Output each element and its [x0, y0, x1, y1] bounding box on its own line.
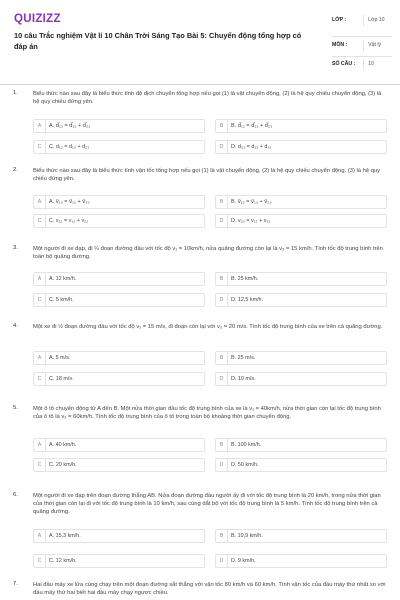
option-text: A. 12 km/h. [49, 276, 77, 282]
option-text: C. 12 km/h. [49, 558, 77, 564]
option-letter: D [216, 215, 228, 227]
question-number: 1. [13, 90, 18, 96]
option-b[interactable] [215, 438, 387, 452]
option-letter: A [34, 196, 46, 208]
class-label: LỚP : [332, 17, 347, 23]
subject-label: MÔN : [332, 42, 348, 48]
option-a[interactable] [33, 195, 205, 209]
option-text: C. v₁₂ = v₁₃ + v₂₃ [49, 218, 89, 224]
meta-table [332, 15, 392, 72]
option-letter: C [34, 373, 46, 385]
option-letter: A [34, 530, 46, 542]
option-letter: B [216, 352, 228, 364]
meta-subject-row [332, 37, 392, 57]
option-d[interactable] [215, 458, 387, 472]
option-letter: A [34, 273, 46, 285]
option-c[interactable] [33, 293, 205, 307]
option-d[interactable] [215, 372, 387, 386]
option-text: B. v⃗₁₂ = v⃗₁₃ + v⃗₂₃ [231, 199, 272, 205]
option-letter: B [216, 439, 228, 451]
option-a[interactable] [33, 438, 205, 452]
option-letter: D [216, 555, 228, 567]
option-letter: D [216, 459, 228, 471]
option-d[interactable] [215, 140, 387, 154]
option-letter: D [216, 373, 228, 385]
option-text: A. 15,3 km/h. [49, 533, 81, 539]
quizizz-logo: QUIZIZZ [14, 13, 61, 25]
worksheet-title: 10 câu Trắc nghiệm Vật lí 10 Chân Trời Sáng Tạo Bài 5: Chuyển động tổng hợp có đáp án [14, 31, 302, 51]
option-text: B. 25 m/s. [231, 355, 256, 361]
option-c[interactable] [33, 458, 205, 472]
option-letter: C [34, 459, 46, 471]
question-count-label: SỐ CÂU : [332, 61, 356, 67]
option-b[interactable] [215, 272, 387, 286]
option-text: C. 20 km/h. [49, 462, 77, 468]
option-text: B. d⃗₁₂ = d⃗₁₃ + d⃗₂₃ [231, 123, 273, 129]
meta-class-row [332, 15, 392, 37]
meta-count-row [332, 57, 392, 72]
option-a[interactable] [33, 272, 205, 286]
option-letter: A [34, 439, 46, 451]
option-letter: A [34, 352, 46, 364]
option-d[interactable] [215, 293, 387, 307]
option-letter: B [216, 120, 228, 132]
option-text: B. 100 km/h. [231, 442, 262, 448]
option-d[interactable] [215, 214, 387, 228]
option-c[interactable] [33, 372, 205, 386]
option-letter: D [216, 294, 228, 306]
option-b[interactable] [215, 529, 387, 543]
option-text: D. v₂₃ = v₁₂ + v₁₃ [231, 218, 271, 224]
option-letter: C [34, 215, 46, 227]
subject-value: Vật lý [363, 40, 392, 51]
question-number: 7. [13, 581, 18, 587]
option-c[interactable] [33, 214, 205, 228]
option-text: C. d₁₂ = d₁₃ + d₂₃ [49, 144, 90, 150]
question-number: 5. [13, 405, 18, 411]
option-a[interactable] [33, 529, 205, 543]
option-letter: B [216, 530, 228, 542]
class-value: Lớp 10 [363, 15, 392, 26]
question-text: Biểu thức nào sau đây là biểu thức tính độ dịch chuyển tổng hợp nếu gọi (1) là vật chuyển động, (2) là hệ quy chiếu chuyển động, (3) là hệ quy chiếu đứng yên. [33, 91, 382, 105]
question-number: 4. [13, 323, 18, 329]
option-text: A. v⃗₁₃ = v⃗₁₂ + v⃗₂₃ [49, 199, 90, 205]
option-text: A. 40 km/h. [49, 442, 77, 448]
question-text: Biểu thức nào sau đây là biểu thức tính vận tốc tổng hợp nếu gọi (1) là vật chuyển động, (2) là hệ quy chiếu chuyển động, (3) là hệ quy chiếu đứng yên. [33, 168, 381, 182]
option-letter: C [34, 555, 46, 567]
option-letter: C [34, 141, 46, 153]
question-number: 3. [13, 245, 18, 251]
option-text: C. 5 km/h. [49, 297, 74, 303]
option-text: C. 18 m/s. [49, 376, 74, 382]
option-text: D. 9 km/h. [231, 558, 256, 564]
option-text: D. 50 km/h. [231, 462, 259, 468]
option-text: B. 25 km/h. [231, 276, 259, 282]
option-text: D. 12,5 km/h. [231, 297, 264, 303]
option-text: D. d₂₃ = d₁₂ + d₁₃ [231, 144, 272, 150]
question-number: 6. [13, 492, 18, 498]
option-a[interactable] [33, 351, 205, 365]
option-text: A. d⃗₁₃ = d⃗₁₂ + d⃗₂₃ [49, 123, 91, 129]
option-letter: C [34, 294, 46, 306]
option-letter: D [216, 141, 228, 153]
option-letter: B [216, 196, 228, 208]
option-b[interactable] [215, 351, 387, 365]
option-a[interactable] [33, 119, 205, 133]
question-text: Một người đi xe đạp trên đoạn đường thẳng AB. Nửa đoạn đường đầu người ấy đi với tốc độ trung bình là 20 km/h, trong nửa thời gian của thời gian còn lại đi với tốc độ trung bình là 10 km/h, sau cùng dắt bộ với tốc độ trung bình là 5 km/h. Tính tốc độ trung bình trên cả quãng đường. [33, 493, 381, 515]
option-text: B. 10,9 km/h. [231, 533, 263, 539]
option-d[interactable] [215, 554, 387, 568]
option-b[interactable] [215, 195, 387, 209]
option-text: A. 5 m/s. [49, 355, 71, 361]
option-letter: B [216, 273, 228, 285]
option-text: D. 10 m/s. [231, 376, 256, 382]
question-text: Hai đầu máy xe lửa cùng chạy trên một đoạn đường sắt thẳng với vận tốc 80 km/h và 60 km/h. Tính vận tốc của đầu máy thứ nhất so với đầu máy thứ hai biết hai đầu máy chạy ngược chiều. [33, 582, 386, 596]
option-c[interactable] [33, 554, 205, 568]
question-text: Một người đi xe đạp, đi ¼ đoạn đường đầu với tốc độ v₁ = 10km/h, nửa quãng đường còn lại là v₂ = 15 km/h. Tính tốc độ trung bình trên toàn bộ quãng đường. [33, 246, 383, 260]
question-number: 2. [13, 167, 18, 173]
option-b[interactable] [215, 119, 387, 133]
question-text: Một ô tô chuyển động từ A đến B. Một nửa thời gian đầu tốc độ trung bình của xe là v₁ = 40km/h, nửa thời gian còn lại tốc độ trung bình của ô tô là v₂ = 60km/h. Tính tốc độ trung bình của ô tô trong toàn bộ khoảng thời gian chuyển động. [33, 406, 381, 420]
question-count-value: 10 [363, 59, 392, 70]
option-letter: A [34, 120, 46, 132]
option-c[interactable] [33, 140, 205, 154]
question-text: Một xe đi ½ đoạn đường đầu với tốc độ v₁ = 15 m/s, đi đoạn còn lại với v₂ = 20 m/s. Tính tốc độ trung bình của xe trên cả quãng đường. [33, 324, 383, 330]
worksheet-header [0, 0, 400, 85]
